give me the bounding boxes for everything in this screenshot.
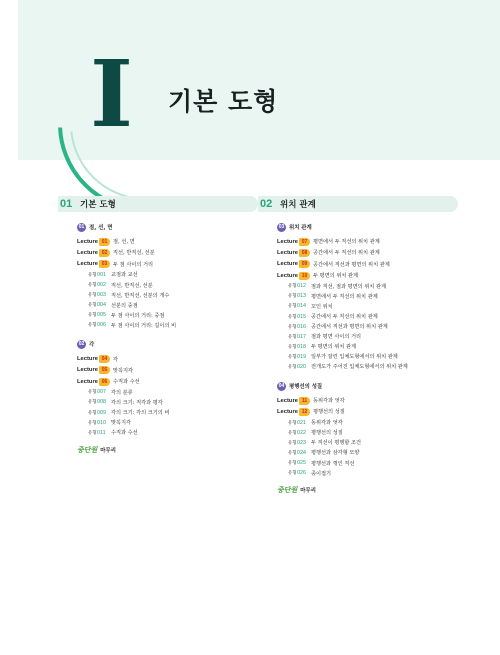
lecture-title: 점, 선, 면 <box>113 239 135 246</box>
wrapup-entry[interactable] <box>277 484 458 496</box>
type-number: 017 <box>297 333 306 340</box>
lecture-number-badge: 03 <box>99 260 110 268</box>
section-header[interactable] <box>77 338 258 350</box>
type-title: 두 점 사이의 거리: 중점 <box>111 312 165 319</box>
lecture-item[interactable] <box>77 353 258 364</box>
wrapup-entry[interactable] <box>77 444 258 456</box>
type-number: 006 <box>97 322 106 329</box>
part-number: 02 <box>260 198 273 210</box>
wrapup-label: 마무리 <box>100 447 116 454</box>
type-label: 유형 <box>288 471 297 477</box>
lecture-label: Lecture <box>277 408 298 415</box>
type-number: 026 <box>297 470 306 477</box>
lecture-number-badge: 10 <box>299 272 310 280</box>
wrapup-logo: 중단원 <box>277 486 298 495</box>
type-item[interactable] <box>288 352 458 362</box>
toc-column-left <box>58 196 258 456</box>
type-title: 꼬인 위치 <box>311 303 333 310</box>
type-label: 유형 <box>288 364 297 370</box>
type-label: 유형 <box>288 450 297 456</box>
type-title: 선분의 중점 <box>111 302 138 309</box>
type-item[interactable] <box>288 342 458 352</box>
type-item[interactable] <box>288 311 458 321</box>
type-number: 010 <box>97 419 106 426</box>
lecture-label: Lecture <box>77 378 98 385</box>
type-number: 008 <box>97 399 106 406</box>
lecture-item[interactable] <box>77 247 258 258</box>
section-title: 각 <box>89 342 95 349</box>
type-number: 001 <box>97 271 106 278</box>
type-item[interactable] <box>288 428 458 438</box>
type-label: 유형 <box>88 272 97 278</box>
type-number: 018 <box>297 343 306 350</box>
type-title: 두 점 사이의 거리: 길이의 비 <box>111 322 177 329</box>
type-label: 유형 <box>88 323 97 329</box>
lecture-item[interactable] <box>277 406 458 417</box>
type-title: 동위각과 엇각 <box>311 420 343 427</box>
part-header <box>258 196 458 212</box>
type-item[interactable] <box>288 281 458 291</box>
section-number-badge: 02 <box>78 341 85 348</box>
lecture-item[interactable] <box>77 236 258 247</box>
lecture-item[interactable] <box>277 247 458 258</box>
type-item[interactable] <box>288 291 458 301</box>
type-title: 일부가 잘린 입체도형에서의 위치 관계 <box>311 354 398 361</box>
wrapup-logo: 중단원 <box>77 445 98 454</box>
lecture-item[interactable] <box>277 395 458 406</box>
type-label: 유형 <box>88 293 97 299</box>
type-label: 유형 <box>88 390 97 396</box>
lecture-number-badge: 12 <box>299 408 310 416</box>
lecture-label: Lecture <box>77 261 98 268</box>
lecture-item[interactable] <box>277 259 458 270</box>
type-title: 직선, 반직선, 선분의 개수 <box>111 292 170 299</box>
type-title: 평행선과 삼각형 모양 <box>311 450 360 457</box>
lecture-title: 수직과 수선 <box>113 379 140 386</box>
type-title: 두 직선이 평행할 조건 <box>311 440 362 447</box>
type-label: 유형 <box>288 420 297 426</box>
type-number: 022 <box>297 429 306 436</box>
part-number: 01 <box>60 198 73 210</box>
type-label: 유형 <box>88 313 97 319</box>
type-number: 011 <box>97 429 106 436</box>
lecture-number-badge: 05 <box>99 366 110 374</box>
type-label: 유형 <box>88 420 97 426</box>
lecture-item[interactable] <box>277 236 458 247</box>
lecture-title: 공간에서 직선과 평면의 위치 관계 <box>313 261 390 268</box>
type-title: 점과 평면 사이의 거리 <box>311 334 362 341</box>
type-item[interactable] <box>288 322 458 332</box>
part-title: 기본 도형 <box>80 200 116 210</box>
type-item[interactable] <box>288 301 458 311</box>
lecture-title: 평행선의 성질 <box>313 409 345 416</box>
toc-list <box>58 221 258 438</box>
type-number: 004 <box>97 302 106 309</box>
lecture-item[interactable] <box>77 259 258 270</box>
type-number: 019 <box>297 353 306 360</box>
lecture-number-badge: 09 <box>299 260 310 268</box>
lecture-label: Lecture <box>277 261 298 268</box>
type-item[interactable] <box>88 270 258 280</box>
type-title: 직선, 반직선, 선분 <box>111 282 153 289</box>
lecture-label: Lecture <box>77 249 98 256</box>
part-title: 위치 관계 <box>280 200 316 210</box>
lecture-title: 두 점 사이의 거리 <box>113 261 154 268</box>
type-label: 유형 <box>288 284 297 290</box>
type-label: 유형 <box>288 354 297 360</box>
type-item[interactable] <box>88 408 258 418</box>
type-title: 공간에서 직선과 평면의 위치 관계 <box>311 324 388 331</box>
type-item[interactable] <box>288 438 458 448</box>
type-title: 평행선과 꺾인 직선 <box>311 460 355 467</box>
section-title: 점, 선, 면 <box>89 225 113 231</box>
lecture-title: 두 평면의 위치 관계 <box>313 273 359 280</box>
type-number: 020 <box>297 363 306 370</box>
type-label: 유형 <box>88 303 97 309</box>
type-label: 유형 <box>88 430 97 436</box>
type-item[interactable] <box>288 362 458 372</box>
section-header[interactable] <box>277 380 458 392</box>
type-item[interactable] <box>88 290 258 300</box>
lecture-title: 맞꼭지각 <box>113 367 134 374</box>
type-item[interactable] <box>288 458 458 468</box>
header-corner-cut <box>0 48 18 160</box>
type-number: 015 <box>297 313 306 320</box>
type-number: 012 <box>297 283 306 290</box>
type-label: 유형 <box>288 314 297 320</box>
type-item[interactable] <box>88 300 258 310</box>
type-label: 유형 <box>288 430 297 436</box>
type-title: 수직과 수선 <box>111 430 138 437</box>
lecture-label: Lecture <box>77 356 98 363</box>
section-number-badge: 04 <box>278 383 285 390</box>
type-title: 각의 크기: 직각과 평각 <box>111 399 163 406</box>
type-number: 014 <box>297 303 306 310</box>
type-number: 013 <box>297 293 306 300</box>
lecture-label: Lecture <box>77 367 98 374</box>
type-number: 016 <box>297 323 306 330</box>
type-item[interactable] <box>88 310 258 320</box>
lecture-item[interactable] <box>77 376 258 387</box>
wrapup-label: 마무리 <box>300 488 316 495</box>
type-number: 021 <box>297 419 306 426</box>
lecture-title: 직선, 반직선, 선분 <box>113 250 155 257</box>
lecture-label: Lecture <box>277 238 298 245</box>
lecture-number-badge: 04 <box>99 355 110 363</box>
lecture-label: Lecture <box>277 397 298 404</box>
lecture-number-badge: 08 <box>299 249 310 257</box>
type-number: 007 <box>97 389 106 396</box>
chapter-title: 기본 도형 <box>168 87 279 116</box>
type-title: 평행선의 성질 <box>311 430 343 437</box>
lecture-number-badge: 02 <box>99 249 110 257</box>
type-title: 종이접기 <box>311 470 332 477</box>
type-label: 유형 <box>288 334 297 340</box>
type-item[interactable] <box>88 280 258 290</box>
lecture-title: 공간에서 두 직선의 위치 관계 <box>313 250 380 257</box>
type-item[interactable] <box>88 320 258 330</box>
lecture-title: 동위각과 엇각 <box>313 398 345 405</box>
type-label: 유형 <box>88 283 97 289</box>
type-number: 003 <box>97 292 106 299</box>
type-label: 유형 <box>288 440 297 446</box>
type-label: 유형 <box>288 461 297 467</box>
section-title: 평행선의 성질 <box>289 384 323 391</box>
type-title: 점과 직선, 점과 평면의 위치 관계 <box>311 283 387 290</box>
type-title: 맞꼭지각 <box>111 420 132 427</box>
section-number-badge: 03 <box>278 224 285 230</box>
type-label: 유형 <box>288 304 297 310</box>
lecture-item[interactable] <box>77 365 258 376</box>
lecture-number-badge: 11 <box>299 397 310 405</box>
type-item[interactable] <box>88 428 258 438</box>
type-number: 023 <box>297 439 306 446</box>
type-label: 유형 <box>288 294 297 300</box>
type-title: 전개도가 주어진 입체도형에서의 위치 관계 <box>311 364 408 371</box>
lecture-label: Lecture <box>77 238 98 245</box>
lecture-item[interactable] <box>277 270 458 281</box>
lecture-label: Lecture <box>277 272 298 279</box>
type-label: 유형 <box>88 410 97 416</box>
type-title: 공간에서 두 직선의 위치 관계 <box>311 314 378 321</box>
toc-list <box>258 221 458 478</box>
lecture-number-badge: 07 <box>299 238 310 246</box>
type-number: 005 <box>97 312 106 319</box>
section-title: 위치 관계 <box>289 225 312 231</box>
section-gap <box>258 372 458 380</box>
type-title: 각의 크기: 각의 크기의 비 <box>111 410 170 417</box>
toc-column-right <box>258 196 458 496</box>
type-title: 교점과 교선 <box>111 272 138 279</box>
type-number: 025 <box>297 460 306 467</box>
type-item[interactable] <box>288 448 458 458</box>
type-title: 두 평면의 위치 관계 <box>311 344 357 351</box>
type-title: 각의 분류 <box>111 389 133 396</box>
type-label: 유형 <box>288 324 297 330</box>
lecture-number-badge: 06 <box>99 378 110 386</box>
part-header <box>58 196 258 212</box>
type-item[interactable] <box>288 332 458 342</box>
lecture-number-badge: 01 <box>99 238 110 246</box>
lecture-title: 평면에서 두 직선의 위치 관계 <box>313 239 380 246</box>
type-number: 024 <box>297 449 306 456</box>
type-item[interactable] <box>88 418 258 428</box>
section-gap <box>58 330 258 338</box>
type-item[interactable] <box>288 418 458 428</box>
type-number: 002 <box>97 282 106 289</box>
type-item[interactable] <box>88 387 258 397</box>
type-label: 유형 <box>88 400 97 406</box>
type-label: 유형 <box>288 344 297 350</box>
lecture-title: 각 <box>113 356 119 363</box>
section-header[interactable] <box>277 221 458 233</box>
lecture-label: Lecture <box>277 249 298 256</box>
type-number: 009 <box>97 409 106 416</box>
section-header[interactable] <box>77 221 258 233</box>
section-number-badge: 01 <box>78 224 85 230</box>
type-title: 평면에서 두 직선의 위치 관계 <box>311 293 378 300</box>
type-item[interactable] <box>88 397 258 407</box>
chapter-roman-numeral: I <box>90 40 134 148</box>
type-item[interactable] <box>288 468 458 478</box>
